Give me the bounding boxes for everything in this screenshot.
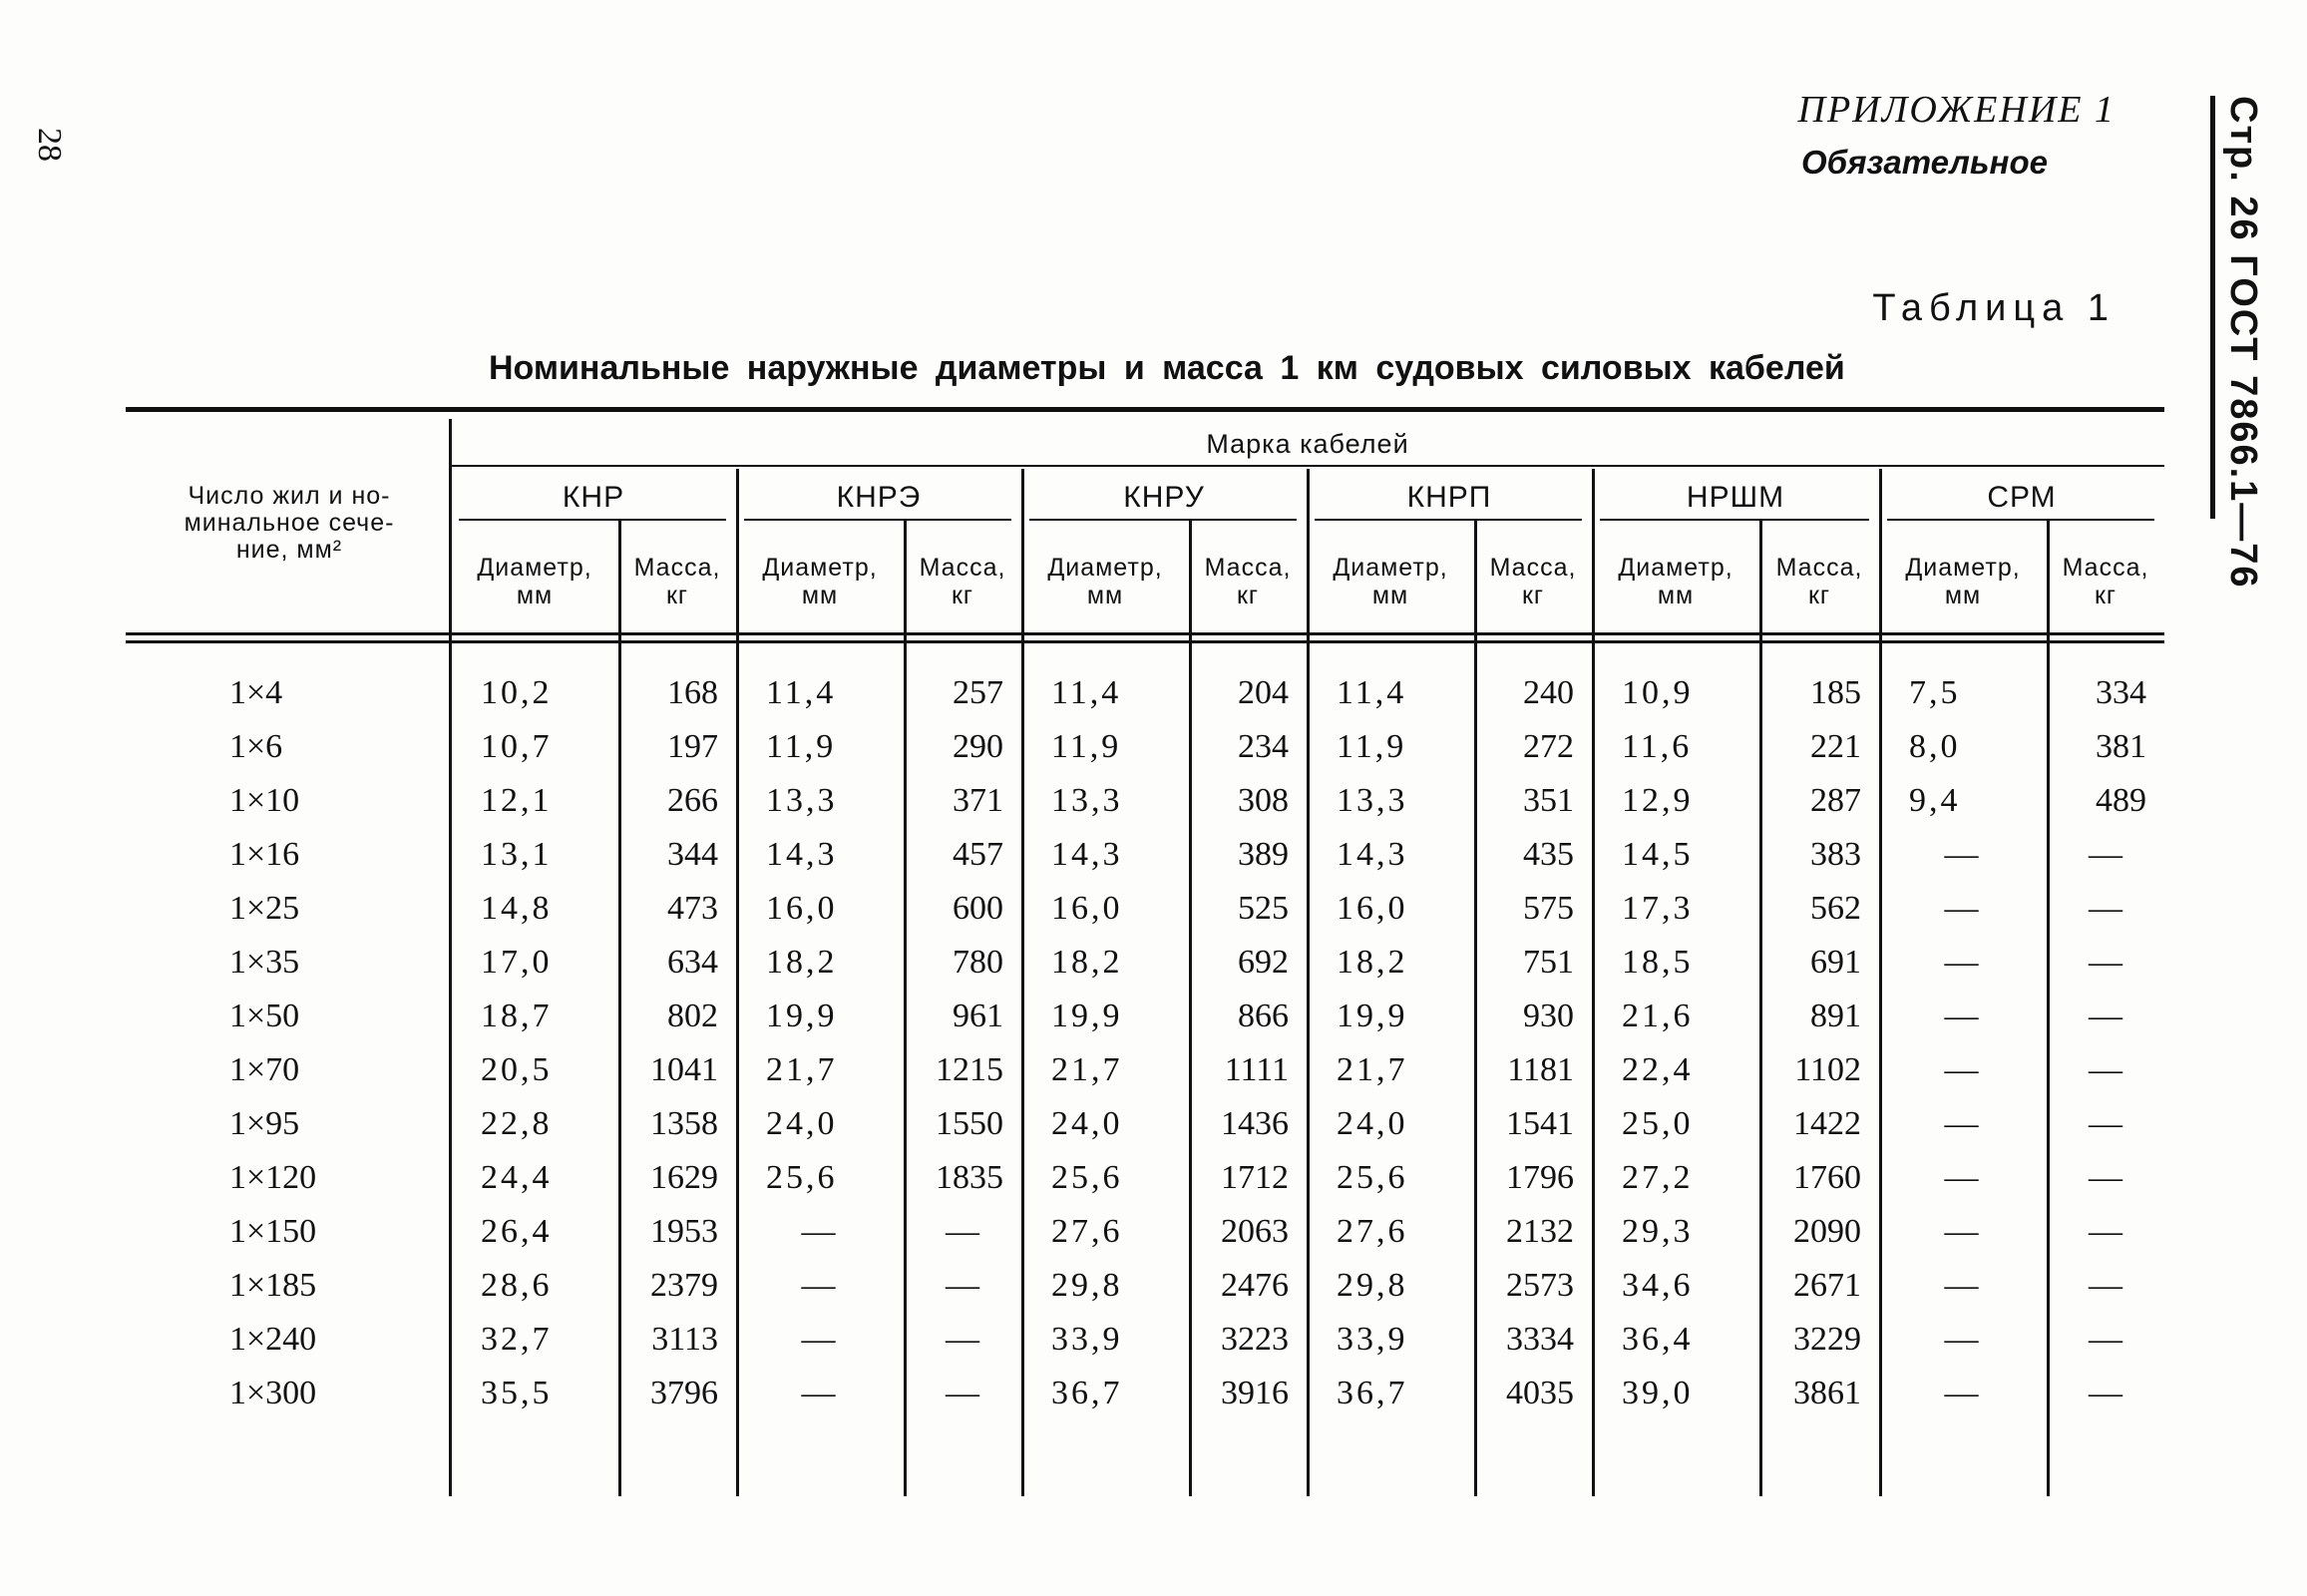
mass-cell: 1422 bbox=[1793, 1105, 1861, 1142]
diameter-cell: 22,8 bbox=[481, 1105, 553, 1142]
mass-header: Масса, bbox=[2062, 554, 2149, 582]
diameter-cell: 14,3 bbox=[766, 836, 838, 873]
mass-cell: 351 bbox=[1523, 782, 1574, 819]
mass-cell: 1796 bbox=[1506, 1159, 1574, 1196]
mass-cell: 1111 bbox=[1224, 1051, 1289, 1088]
mass-cell: 1215 bbox=[936, 1051, 1003, 1088]
diameter-cell: 18,2 bbox=[1337, 944, 1408, 981]
mass-header: Масса, bbox=[1489, 554, 1577, 582]
diameter-cell: 19,9 bbox=[766, 998, 838, 1034]
mass-cell: 2132 bbox=[1506, 1213, 1574, 1250]
diameter-header: Диаметр, bbox=[762, 554, 878, 582]
diameter-cell: 34,6 bbox=[1622, 1267, 1694, 1304]
appendix-title: ПРИЛОЖЕНИЕ 1 bbox=[1797, 89, 2115, 131]
mass-cell: 1760 bbox=[1793, 1159, 1861, 1196]
diameter-cell: — bbox=[1944, 836, 1982, 873]
row-label: 1×70 bbox=[229, 1051, 300, 1088]
diameter-unit: мм bbox=[1944, 582, 1982, 609]
mass-cell: 2090 bbox=[1793, 1213, 1861, 1250]
diameter-cell: 33,9 bbox=[1337, 1321, 1408, 1358]
mass-cell: 473 bbox=[667, 890, 718, 927]
mass-cell: — bbox=[946, 1213, 979, 1250]
mass-cell: — bbox=[2089, 890, 2122, 927]
diameter-cell: — bbox=[1944, 890, 1982, 927]
diameter-cell: 19,9 bbox=[1051, 998, 1123, 1034]
diameter-cell: — bbox=[801, 1321, 839, 1358]
mass-cell: — bbox=[2089, 1375, 2122, 1411]
mass-cell: 691 bbox=[1810, 944, 1861, 981]
mass-unit: кг bbox=[1521, 582, 1545, 609]
mass-cell: 1102 bbox=[1794, 1051, 1861, 1088]
mass-cell: 197 bbox=[667, 728, 718, 765]
row-label: 1×6 bbox=[229, 728, 283, 765]
diameter-cell: 7,5 bbox=[1909, 674, 1961, 711]
diameter-cell: 27,6 bbox=[1051, 1213, 1123, 1250]
row-label: 1×120 bbox=[229, 1159, 317, 1196]
group-divider bbox=[1021, 469, 1024, 1496]
brand-underline bbox=[1600, 519, 1869, 521]
mass-cell: 1181 bbox=[1507, 1051, 1574, 1088]
brand-6: СРМ bbox=[1987, 481, 2057, 514]
mass-cell: 308 bbox=[1238, 782, 1289, 819]
group-divider bbox=[1592, 469, 1595, 1496]
brand-underline bbox=[1315, 519, 1582, 521]
diameter-cell: 14,3 bbox=[1337, 836, 1408, 873]
diameter-cell: 11,4 bbox=[766, 674, 837, 711]
mass-cell: — bbox=[2089, 1321, 2122, 1358]
diameter-cell: 21,7 bbox=[1337, 1051, 1408, 1088]
diameter-cell: — bbox=[1944, 1375, 1982, 1411]
diameter-cell: 24,0 bbox=[1051, 1105, 1123, 1142]
diameter-cell: 32,7 bbox=[481, 1321, 553, 1358]
diameter-header: Диаметр, bbox=[1333, 554, 1448, 582]
mass-cell: 2476 bbox=[1221, 1267, 1289, 1304]
mass-cell: — bbox=[946, 1267, 979, 1304]
mass-cell: 600 bbox=[953, 890, 1003, 927]
mass-cell: 3916 bbox=[1221, 1375, 1289, 1411]
mass-cell: 389 bbox=[1238, 836, 1289, 873]
mass-cell: 2379 bbox=[650, 1267, 718, 1304]
diameter-cell: 29,3 bbox=[1622, 1213, 1694, 1250]
mass-cell: 185 bbox=[1810, 674, 1861, 711]
mass-header: Масса, bbox=[1775, 554, 1863, 582]
mass-cell: 383 bbox=[1810, 836, 1861, 873]
table-title: Номинальные наружные диаметры и масса 1 км судовых силовых кабелей bbox=[489, 349, 1845, 387]
page-number: 28 bbox=[31, 128, 68, 162]
row-label: 1×10 bbox=[229, 782, 300, 819]
row-label: 1×16 bbox=[229, 836, 300, 873]
mass-cell: 575 bbox=[1523, 890, 1574, 927]
mass-cell: 290 bbox=[953, 728, 1003, 765]
diameter-cell: 26,4 bbox=[481, 1213, 553, 1250]
mass-cell: 234 bbox=[1238, 728, 1289, 765]
mass-cell: 4035 bbox=[1506, 1375, 1574, 1411]
diameter-cell: 19,9 bbox=[1337, 998, 1408, 1034]
mass-cell: 1953 bbox=[650, 1213, 718, 1250]
mass-cell: 1712 bbox=[1221, 1159, 1289, 1196]
diameter-cell: — bbox=[1944, 1159, 1982, 1196]
mass-unit: кг bbox=[951, 582, 974, 609]
table-label: Таблица 1 bbox=[1872, 287, 2115, 329]
diameter-cell: 17,0 bbox=[481, 944, 553, 981]
mass-cell: 457 bbox=[953, 836, 1003, 873]
diameter-cell: — bbox=[1944, 1267, 1982, 1304]
header-bottom-rule bbox=[126, 632, 2164, 635]
mass-cell: 692 bbox=[1238, 944, 1289, 981]
mass-cell: 1541 bbox=[1506, 1105, 1574, 1142]
mass-cell: 2671 bbox=[1793, 1267, 1861, 1304]
row-label: 1×300 bbox=[229, 1375, 317, 1411]
brand-group-rule bbox=[451, 465, 2164, 467]
mass-cell: 1550 bbox=[936, 1105, 1003, 1142]
mass-cell: — bbox=[2089, 836, 2122, 873]
brand-1: КНР bbox=[562, 481, 625, 514]
diameter-cell: 10,7 bbox=[481, 728, 553, 765]
mass-cell: 751 bbox=[1523, 944, 1574, 981]
diameter-cell: 18,2 bbox=[766, 944, 838, 981]
diameter-header: Диаметр, bbox=[1618, 554, 1733, 582]
diameter-cell: — bbox=[1944, 1051, 1982, 1088]
diameter-cell: 10,9 bbox=[1622, 674, 1694, 711]
table-top-rule bbox=[126, 407, 2164, 412]
mass-cell: 168 bbox=[667, 674, 718, 711]
mass-cell: — bbox=[2089, 1213, 2122, 1250]
mass-cell: 240 bbox=[1523, 674, 1574, 711]
diameter-cell: 24,0 bbox=[766, 1105, 838, 1142]
mass-cell: 221 bbox=[1810, 728, 1861, 765]
diameter-cell: — bbox=[1944, 944, 1982, 981]
diameter-cell: 25,6 bbox=[1051, 1159, 1123, 1196]
diameter-cell: 12,1 bbox=[481, 782, 553, 819]
diameter-cell: 22,4 bbox=[1622, 1051, 1694, 1088]
row-header-line-1: Число жил и но- bbox=[188, 482, 391, 510]
mass-cell: 3113 bbox=[651, 1321, 718, 1358]
mass-cell: 435 bbox=[1523, 836, 1574, 873]
mass-cell: — bbox=[2089, 1105, 2122, 1142]
diameter-cell: 28,6 bbox=[481, 1267, 553, 1304]
side-reference-bar bbox=[2210, 96, 2215, 519]
brand-underline bbox=[459, 519, 726, 521]
diameter-cell: 16,0 bbox=[766, 890, 838, 927]
row-label: 1×35 bbox=[229, 944, 300, 981]
mass-cell: 344 bbox=[667, 836, 718, 873]
row-label: 1×95 bbox=[229, 1105, 300, 1142]
row-label: 1×4 bbox=[229, 674, 283, 711]
group-divider bbox=[1307, 469, 1310, 1496]
mass-cell: — bbox=[2089, 944, 2122, 981]
diameter-cell: 9,4 bbox=[1909, 782, 1961, 819]
mass-cell: 562 bbox=[1810, 890, 1861, 927]
diameter-cell: 14,5 bbox=[1622, 836, 1694, 873]
row-label: 1×50 bbox=[229, 998, 300, 1034]
mass-cell: — bbox=[946, 1321, 979, 1358]
mandatory-note: Обязательное bbox=[1801, 144, 2048, 181]
brand-underline bbox=[1029, 519, 1297, 521]
mass-cell: 204 bbox=[1238, 674, 1289, 711]
mass-unit: кг bbox=[1236, 582, 1260, 609]
mass-cell: 1835 bbox=[936, 1159, 1003, 1196]
row-header-line-2: минальное сече- bbox=[184, 509, 395, 537]
diameter-cell: 17,3 bbox=[1622, 890, 1694, 927]
diameter-cell: 25,6 bbox=[766, 1159, 838, 1196]
mass-cell: 961 bbox=[953, 998, 1003, 1034]
mass-cell: 930 bbox=[1523, 998, 1574, 1034]
diameter-cell: 21,7 bbox=[1051, 1051, 1123, 1088]
diameter-cell: 16,0 bbox=[1051, 890, 1123, 927]
mass-cell: 780 bbox=[953, 944, 1003, 981]
diameter-cell: 36,7 bbox=[1051, 1375, 1123, 1411]
row-label: 1×240 bbox=[229, 1321, 317, 1358]
diameter-cell: 8,0 bbox=[1909, 728, 1961, 765]
row-header-line-3: ние, мм² bbox=[235, 536, 343, 564]
brand-5: НРШМ bbox=[1686, 481, 1785, 514]
mass-cell: 1629 bbox=[650, 1159, 718, 1196]
diameter-cell: 36,4 bbox=[1622, 1321, 1694, 1358]
mass-cell: — bbox=[2089, 1159, 2122, 1196]
diameter-cell: — bbox=[801, 1375, 839, 1411]
diameter-unit: мм bbox=[1086, 582, 1124, 609]
mass-cell: 525 bbox=[1238, 890, 1289, 927]
diameter-unit: мм bbox=[1657, 582, 1695, 609]
diameter-cell: 12,9 bbox=[1622, 782, 1694, 819]
brand-group-header: Марка кабелей bbox=[1206, 429, 1409, 459]
diameter-cell: 36,7 bbox=[1337, 1375, 1408, 1411]
diameter-cell: 21,6 bbox=[1622, 998, 1694, 1034]
diameter-cell: 29,8 bbox=[1337, 1267, 1408, 1304]
diameter-cell: 18,5 bbox=[1622, 944, 1694, 981]
diameter-cell: 33,9 bbox=[1051, 1321, 1123, 1358]
diameter-cell: 11,4 bbox=[1051, 674, 1122, 711]
mass-cell: 272 bbox=[1523, 728, 1574, 765]
diameter-header: Диаметр, bbox=[1047, 554, 1163, 582]
mass-cell: 891 bbox=[1810, 998, 1861, 1034]
diameter-cell: — bbox=[1944, 1213, 1982, 1250]
diameter-cell: — bbox=[1944, 998, 1982, 1034]
diameter-unit: мм bbox=[801, 582, 839, 609]
mass-cell: 381 bbox=[2096, 728, 2146, 765]
mass-cell: 287 bbox=[1810, 782, 1861, 819]
diameter-cell: 29,8 bbox=[1051, 1267, 1123, 1304]
row-label: 1×150 bbox=[229, 1213, 317, 1250]
diameter-cell: — bbox=[801, 1267, 839, 1304]
diameter-cell: 18,2 bbox=[1051, 944, 1123, 981]
diameter-cell: 11,9 bbox=[766, 728, 837, 765]
diameter-cell: 27,6 bbox=[1337, 1213, 1408, 1250]
diameter-cell: 14,8 bbox=[481, 890, 553, 927]
diameter-cell: 11,9 bbox=[1051, 728, 1122, 765]
mass-cell: 2063 bbox=[1221, 1213, 1289, 1250]
diameter-header: Диаметр, bbox=[1905, 554, 2021, 582]
mass-cell: — bbox=[2089, 1051, 2122, 1088]
diameter-cell: 10,2 bbox=[481, 674, 553, 711]
mass-cell: — bbox=[946, 1375, 979, 1411]
mass-cell: 2573 bbox=[1506, 1267, 1574, 1304]
header-bottom-rule-2 bbox=[126, 640, 2164, 643]
mass-cell: 1436 bbox=[1221, 1105, 1289, 1142]
diameter-cell: 27,2 bbox=[1622, 1159, 1694, 1196]
mass-cell: 371 bbox=[953, 782, 1003, 819]
row-label: 1×25 bbox=[229, 890, 300, 927]
diameter-cell: 25,0 bbox=[1622, 1105, 1694, 1142]
mass-cell: 1358 bbox=[650, 1105, 718, 1142]
mass-cell: 802 bbox=[667, 998, 718, 1034]
mass-cell: 3334 bbox=[1506, 1321, 1574, 1358]
mass-header: Масса, bbox=[633, 554, 721, 582]
mass-cell: 334 bbox=[2096, 674, 2146, 711]
diameter-cell: — bbox=[801, 1213, 839, 1250]
row-label: 1×185 bbox=[229, 1267, 317, 1304]
diameter-unit: мм bbox=[1371, 582, 1409, 609]
diameter-cell: 24,0 bbox=[1337, 1105, 1408, 1142]
mass-header: Масса, bbox=[1204, 554, 1292, 582]
side-reference: Стр. 26 ГОСТ 7866.1—76 bbox=[2222, 96, 2264, 590]
mass-cell: 266 bbox=[667, 782, 718, 819]
diameter-cell: 20,5 bbox=[481, 1051, 553, 1088]
diameter-cell: 25,6 bbox=[1337, 1159, 1408, 1196]
brand-underline bbox=[744, 519, 1011, 521]
mass-unit: кг bbox=[1807, 582, 1831, 609]
diameter-cell: 13,3 bbox=[1337, 782, 1408, 819]
mass-cell: — bbox=[2089, 998, 2122, 1034]
mass-cell: 634 bbox=[667, 944, 718, 981]
mass-cell: 3861 bbox=[1793, 1375, 1861, 1411]
brand-3: КНРУ bbox=[1123, 481, 1205, 514]
diameter-cell: 16,0 bbox=[1337, 890, 1408, 927]
diameter-cell: 24,4 bbox=[481, 1159, 553, 1196]
brand-underline bbox=[1887, 519, 2154, 521]
mass-cell: 257 bbox=[953, 674, 1003, 711]
mass-cell: 3223 bbox=[1221, 1321, 1289, 1358]
diameter-cell: — bbox=[1944, 1105, 1982, 1142]
diameter-cell: — bbox=[1944, 1321, 1982, 1358]
diameter-cell: 14,3 bbox=[1051, 836, 1123, 873]
mass-cell: 866 bbox=[1238, 998, 1289, 1034]
diameter-cell: 11,9 bbox=[1337, 728, 1407, 765]
mass-header: Масса, bbox=[919, 554, 1006, 582]
diameter-cell: 35,5 bbox=[481, 1375, 553, 1411]
diameter-cell: 13,3 bbox=[766, 782, 838, 819]
mass-cell: 1041 bbox=[650, 1051, 718, 1088]
diameter-cell: 39,0 bbox=[1622, 1375, 1694, 1411]
diameter-cell: 18,7 bbox=[481, 998, 553, 1034]
diameter-cell: 21,7 bbox=[766, 1051, 838, 1088]
brand-2: КНРЭ bbox=[836, 481, 922, 514]
diameter-header: Диаметр, bbox=[477, 554, 592, 582]
brand-4: КНРП bbox=[1406, 481, 1492, 514]
mass-cell: 489 bbox=[2096, 782, 2146, 819]
mass-cell: 3229 bbox=[1793, 1321, 1861, 1358]
mass-cell: 3796 bbox=[650, 1375, 718, 1411]
mass-unit: кг bbox=[665, 582, 689, 609]
mass-cell: — bbox=[2089, 1267, 2122, 1304]
diameter-cell: 11,6 bbox=[1622, 728, 1693, 765]
mass-unit: кг bbox=[2094, 582, 2117, 609]
diameter-unit: мм bbox=[516, 582, 554, 609]
diameter-cell: 11,4 bbox=[1337, 674, 1407, 711]
diameter-cell: 13,1 bbox=[481, 836, 553, 873]
diameter-cell: 13,3 bbox=[1051, 782, 1123, 819]
